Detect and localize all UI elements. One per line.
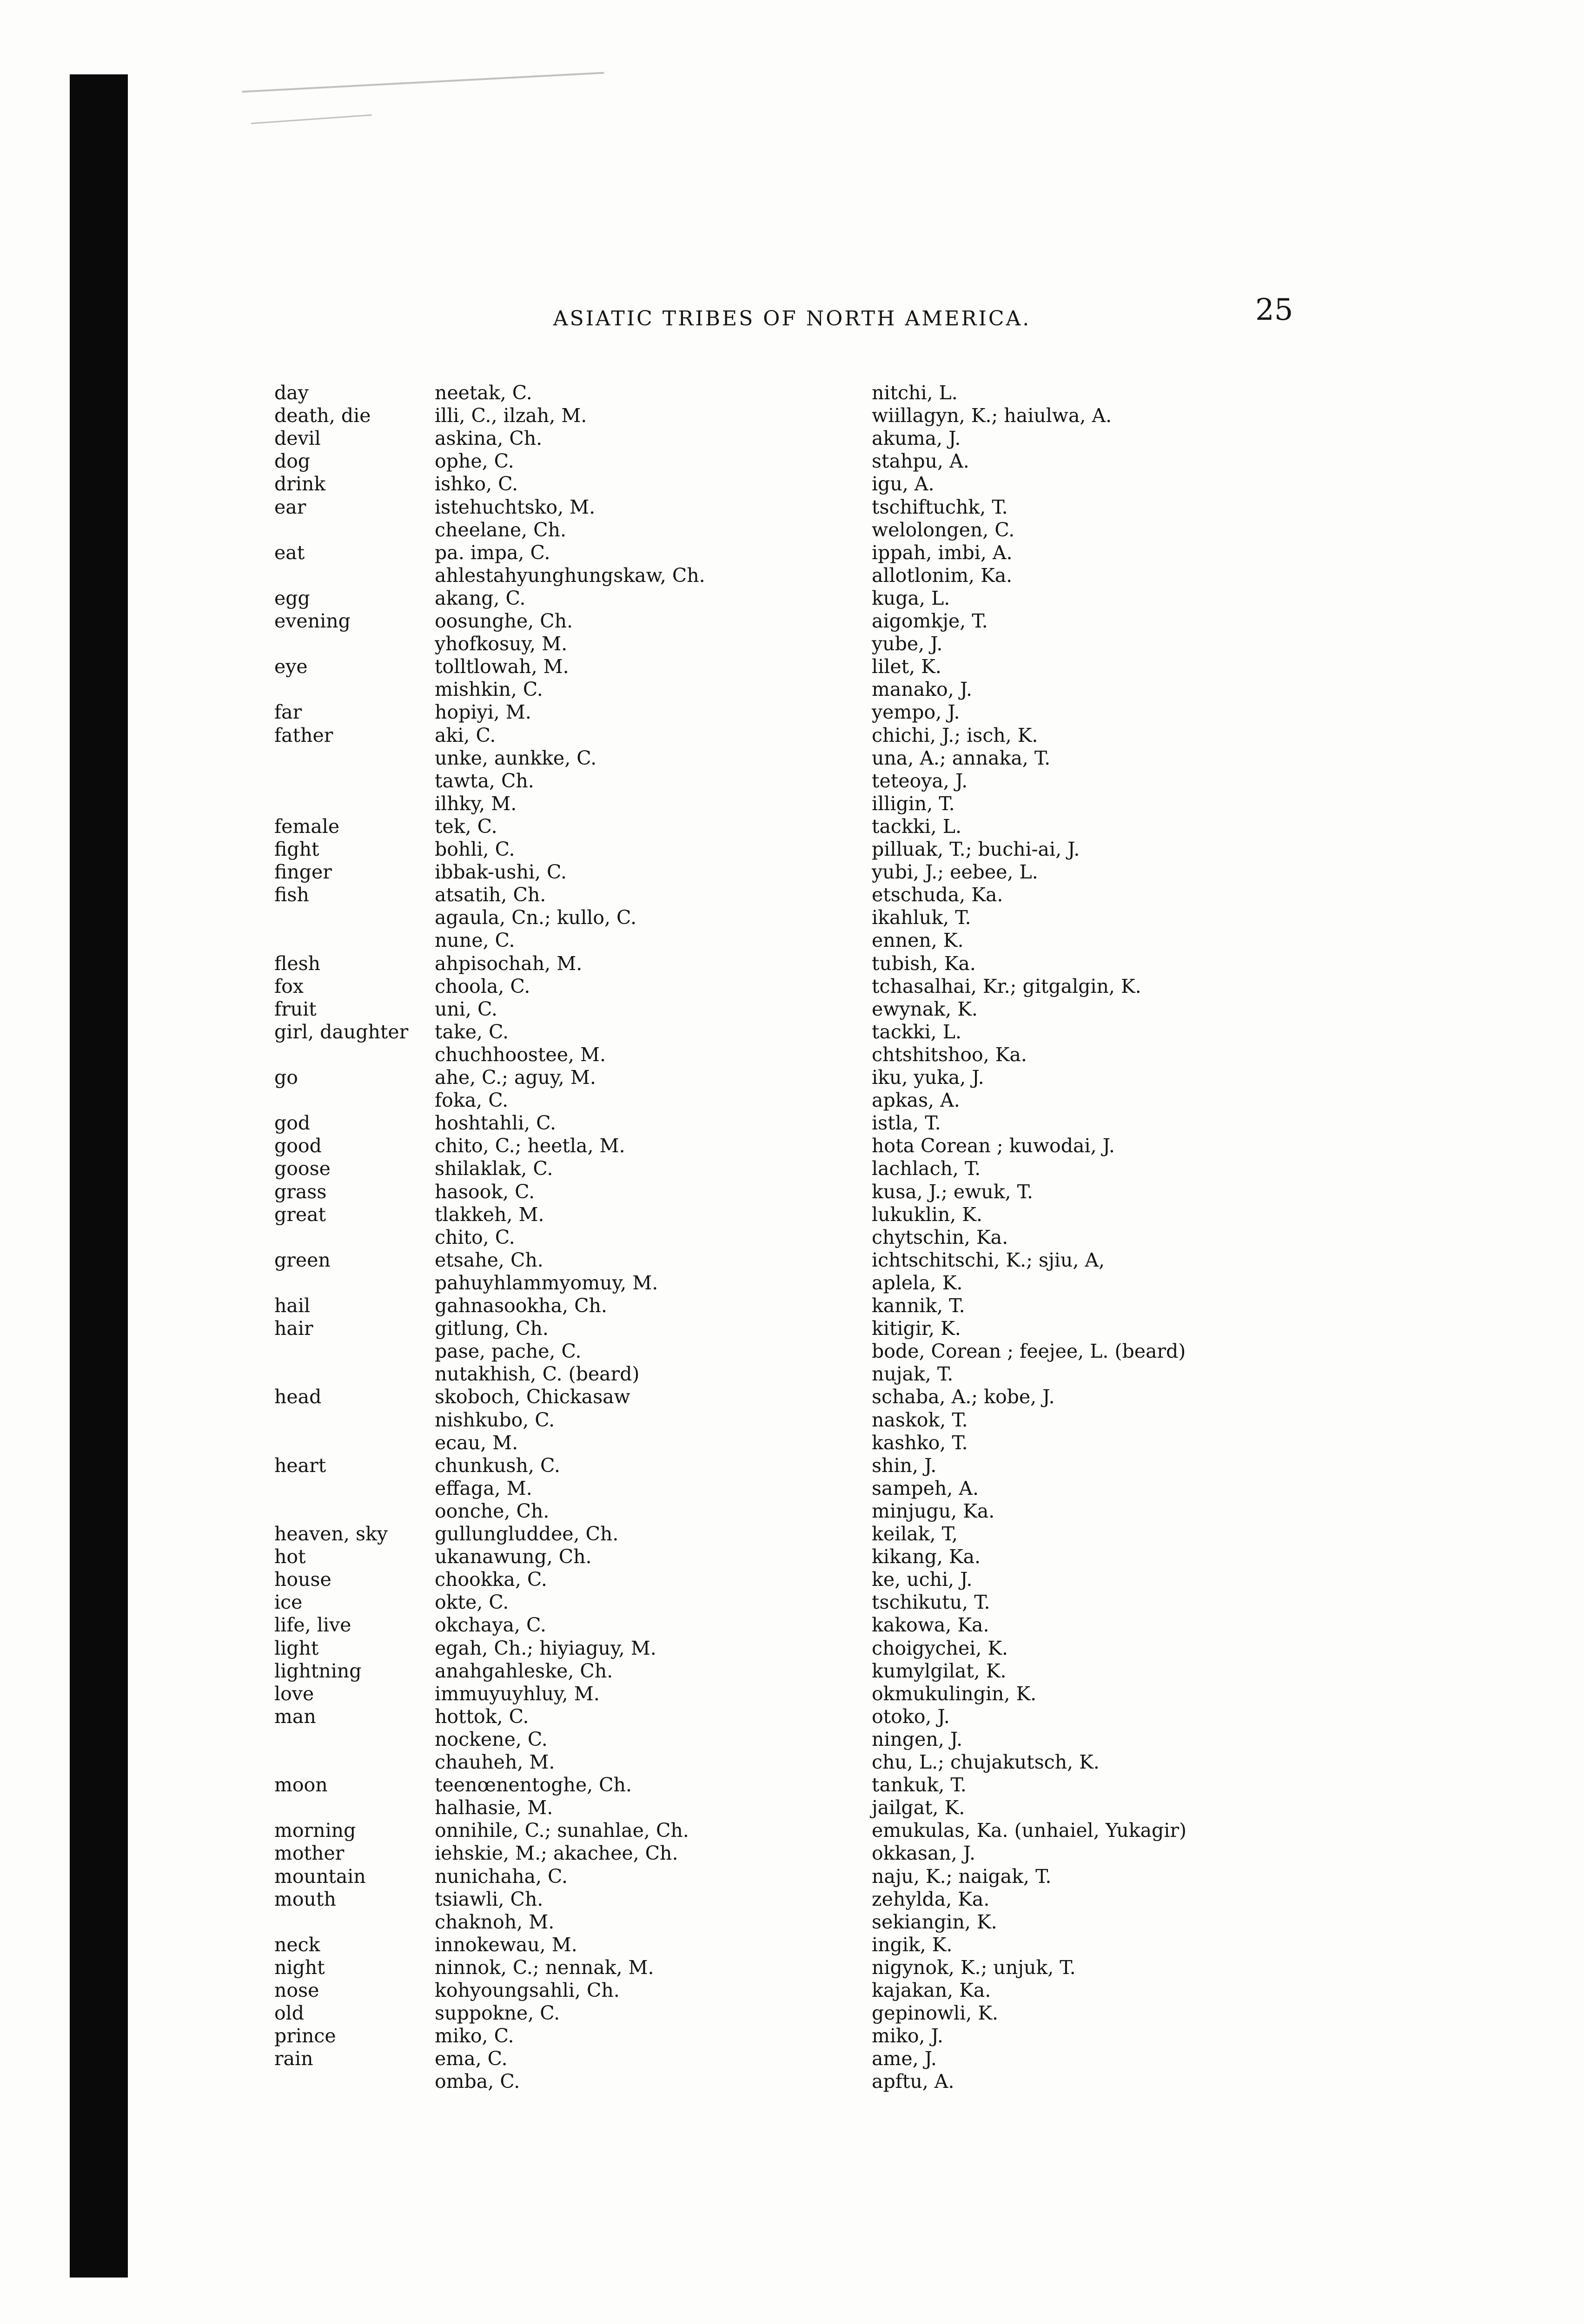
native-american-words: ilhky, M. (435, 792, 517, 815)
native-american-words: mishkin, C. (435, 678, 543, 701)
native-american-words: ecau, M. (435, 1431, 518, 1454)
english-word: green (274, 1248, 331, 1271)
native-american-words: aki, C. (435, 724, 496, 746)
native-american-words: anahgahleske, Ch. (435, 1659, 613, 1682)
asiatic-words: zehylda, Ka. (872, 1888, 990, 1910)
native-american-words: gullungluddee, Ch. (435, 1523, 619, 1545)
native-american-words: chookka, C. (435, 1568, 547, 1591)
native-american-words: hoshtahli, C. (435, 1112, 557, 1135)
glossary-row (0, 1043, 1584, 1066)
english-word: great (274, 1203, 326, 1226)
asiatic-words: aigomkje, T. (872, 610, 988, 632)
glossary-row (0, 1408, 1584, 1432)
asiatic-words: hota Corean ; kuwodai, J. (872, 1135, 1115, 1157)
english-word: heaven, sky (274, 1523, 388, 1545)
glossary-row (0, 1888, 1584, 1911)
asiatic-words: naju, K.; naigak, T. (872, 1865, 1052, 1888)
native-american-words: omba, C. (435, 2070, 520, 2093)
native-american-words: shilaklak, C. (435, 1157, 553, 1180)
asiatic-words: yube, J. (872, 633, 943, 655)
native-american-words: agaula, Cn.; kullo, C. (435, 906, 636, 929)
english-word: far (274, 701, 302, 724)
glossary-row (0, 1842, 1584, 1865)
english-word: man (274, 1705, 316, 1728)
asiatic-words: ningen, J. (872, 1728, 963, 1750)
asiatic-words: ikahluk, T. (872, 906, 971, 929)
glossary-row (0, 2070, 1584, 2093)
glossary-row (0, 1637, 1584, 1660)
native-american-words: ibbak-ushi, C. (435, 861, 567, 884)
english-word: drink (274, 473, 326, 495)
english-word: female (274, 815, 340, 838)
english-word: mountain (274, 1865, 366, 1888)
native-american-words: uni, C. (435, 997, 497, 1020)
asiatic-words: stahpu, A. (872, 450, 969, 473)
asiatic-words: kuga, L. (872, 587, 950, 609)
asiatic-words: keilak, T, (872, 1523, 958, 1545)
glossary-row (0, 1682, 1584, 1705)
native-american-words: nishkubo, C. (435, 1408, 555, 1431)
english-word: fish (274, 884, 309, 906)
english-word: mouth (274, 1888, 336, 1910)
glossary-row (0, 838, 1584, 861)
glossary-row (0, 1248, 1584, 1272)
native-american-words: neetak, C. (435, 382, 532, 404)
native-american-words: illi, C., ilzah, M. (435, 404, 587, 427)
native-american-words: oosunghe, Ch. (435, 610, 573, 632)
asiatic-words: chu, L.; chujakutsch, K. (872, 1751, 1100, 1773)
native-american-words: gitlung, Ch. (435, 1317, 549, 1340)
english-word: hair (274, 1317, 313, 1340)
glossary-row (0, 1203, 1584, 1226)
native-american-words: iehskie, M.; akachee, Ch. (435, 1842, 678, 1865)
native-american-words: chito, C.; heetla, M. (435, 1135, 625, 1157)
asiatic-words: bode, Corean ; feejee, L. (beard) (872, 1340, 1186, 1363)
native-american-words: take, C. (435, 1020, 509, 1043)
asiatic-words: kikang, Ka. (872, 1545, 981, 1568)
asiatic-words: lukuklin, K. (872, 1203, 982, 1226)
english-word: devil (274, 427, 321, 450)
asiatic-words: kitigir, K. (872, 1317, 961, 1340)
glossary-row (0, 1773, 1584, 1796)
glossary-row (0, 564, 1584, 587)
native-american-words: ishko, C. (435, 473, 518, 495)
native-american-words: ninnok, C.; nennak, M. (435, 1956, 654, 1979)
asiatic-words: choigychei, K. (872, 1637, 1008, 1659)
glossary-row (0, 1180, 1584, 1203)
asiatic-words: kusa, J.; ewuk, T. (872, 1180, 1033, 1203)
glossary-row (0, 518, 1584, 541)
asiatic-words: teteoya, J. (872, 769, 968, 792)
glossary-row (0, 1226, 1584, 1249)
english-word: life, live (274, 1614, 351, 1637)
english-word: eat (274, 541, 305, 564)
glossary-row (0, 472, 1584, 495)
asiatic-words: ingik, K. (872, 1933, 953, 1956)
glossary-row (0, 792, 1584, 815)
native-american-words: okchaya, C. (435, 1614, 546, 1637)
glossary-row (0, 1568, 1584, 1591)
native-american-words: nutakhish, C. (beard) (435, 1363, 640, 1386)
native-american-words: unke, aunkke, C. (435, 746, 597, 769)
glossary-row (0, 1956, 1584, 1979)
english-word: day (274, 382, 309, 404)
asiatic-words: nigynok, K.; unjuk, T. (872, 1956, 1076, 1979)
glossary-row (0, 1659, 1584, 1683)
english-word: father (274, 724, 333, 746)
english-word: god (274, 1112, 311, 1135)
asiatic-words: apftu, A. (872, 2070, 954, 2093)
asiatic-words: apkas, A. (872, 1089, 960, 1112)
glossary-row (0, 1294, 1584, 1317)
asiatic-words: kashko, T. (872, 1431, 968, 1454)
asiatic-words: tschiftuchk, T. (872, 495, 1008, 518)
asiatic-words: chichi, J.; isch, K. (872, 724, 1038, 746)
asiatic-words: okmukulingin, K. (872, 1682, 1037, 1705)
english-word: goose (274, 1157, 331, 1180)
asiatic-words: una, A.; annaka, T. (872, 746, 1051, 769)
asiatic-words: lilet, K. (872, 655, 941, 678)
asiatic-words: welolongen, C. (872, 518, 1015, 541)
glossary-row (0, 1066, 1584, 1089)
native-american-words: pahuyhlammyomuy, M. (435, 1271, 658, 1294)
english-word: prince (274, 2025, 336, 2047)
page-number: 25 (1255, 293, 1293, 327)
english-word: moon (274, 1774, 328, 1796)
english-word: rain (274, 2047, 313, 2070)
asiatic-words: ke, uchi, J. (872, 1568, 973, 1591)
asiatic-words: shin, J. (872, 1454, 937, 1477)
glossary-row (0, 975, 1584, 998)
glossary-row (0, 1431, 1584, 1454)
native-american-words: chito, C. (435, 1226, 515, 1248)
english-word: house (274, 1568, 331, 1591)
glossary-row (0, 769, 1584, 792)
glossary-row (0, 1910, 1584, 1934)
glossary-row (0, 1385, 1584, 1408)
asiatic-words: lachlach, T. (872, 1157, 981, 1180)
glossary-row (0, 541, 1584, 564)
english-word: fight (274, 838, 319, 860)
glossary-row (0, 404, 1584, 427)
asiatic-words: ame, J. (872, 2047, 937, 2070)
english-word: heart (274, 1454, 326, 1477)
glossary-row (0, 1454, 1584, 1477)
asiatic-words: ennen, K. (872, 929, 964, 952)
glossary-row (0, 883, 1584, 906)
native-american-words: hopiyi, M. (435, 701, 531, 724)
native-american-words: tek, C. (435, 815, 497, 838)
english-word: hail (274, 1294, 311, 1317)
glossary-row (0, 724, 1584, 747)
asiatic-words: kannik, T. (872, 1294, 965, 1317)
asiatic-words: naskok, T. (872, 1408, 968, 1431)
english-word: mother (274, 1842, 345, 1865)
asiatic-words: tchasalhai, Kr.; gitgalgin, K. (872, 975, 1141, 997)
english-word: fox (274, 975, 304, 997)
asiatic-words: chtshitshoo, Ka. (872, 1043, 1027, 1066)
native-american-words: yhofkosuy, M. (435, 633, 568, 655)
native-american-words: choola, C. (435, 975, 530, 997)
native-american-words: onnihile, C.; sunahlae, Ch. (435, 1819, 689, 1842)
asiatic-words: igu, A. (872, 473, 934, 495)
glossary-row (0, 997, 1584, 1021)
glossary-row (0, 1865, 1584, 1888)
native-american-words: tolltlowah, M. (435, 655, 569, 678)
native-american-words: nunichaha, C. (435, 1865, 568, 1888)
native-american-words: cheelane, Ch. (435, 518, 566, 541)
english-word: eye (274, 655, 308, 678)
glossary-row (0, 1317, 1584, 1340)
native-american-words: chunkush, C. (435, 1454, 560, 1477)
native-american-words: nockene, C. (435, 1728, 548, 1750)
glossary-row (0, 1522, 1584, 1545)
english-word: light (274, 1637, 319, 1659)
native-american-words: akang, C. (435, 587, 526, 609)
native-american-words: tsiawli, Ch. (435, 1888, 543, 1910)
asiatic-words: ippah, imbi, A. (872, 541, 1013, 564)
asiatic-words: aplela, K. (872, 1271, 963, 1294)
native-american-words: ahpisochah, M. (435, 952, 583, 975)
ink-smudge (251, 114, 372, 124)
native-american-words: hottok, C. (435, 1705, 529, 1728)
glossary-row (0, 1499, 1584, 1523)
asiatic-words: yubi, J.; eebee, L. (872, 861, 1038, 884)
native-american-words: innokewau, M. (435, 1933, 577, 1956)
native-american-words: teenœnentoghe, Ch. (435, 1774, 632, 1796)
asiatic-words: ewynak, K. (872, 997, 978, 1020)
glossary-row (0, 1613, 1584, 1637)
english-word: night (274, 1956, 325, 1979)
glossary-row (0, 1477, 1584, 1500)
native-american-words: skoboch, Chickasaw (435, 1386, 630, 1408)
asiatic-words: kumylgilat, K. (872, 1659, 1007, 1682)
glossary-row (0, 1728, 1584, 1751)
glossary-row (0, 815, 1584, 838)
native-american-words: suppokne, C. (435, 2002, 560, 2025)
english-word: ear (274, 495, 306, 518)
english-word: good (274, 1135, 322, 1157)
asiatic-words: yempo, J. (872, 701, 960, 724)
ink-smudge (242, 72, 604, 93)
english-word: love (274, 1682, 314, 1705)
native-american-words: pa. impa, C. (435, 541, 550, 564)
native-american-words: ahlestahyunghungskaw, Ch. (435, 564, 705, 587)
asiatic-words: ichtschitschi, K.; sjiu, A, (872, 1248, 1105, 1271)
asiatic-words: nujak, T. (872, 1363, 954, 1386)
asiatic-words: nitchi, L. (872, 382, 958, 404)
asiatic-words: jailgat, K. (872, 1796, 965, 1819)
asiatic-words: istla, T. (872, 1112, 941, 1135)
english-word: fruit (274, 997, 317, 1020)
native-american-words: kohyoungsahli, Ch. (435, 1979, 620, 2001)
english-word: go (274, 1066, 298, 1089)
native-american-words: gahnasookha, Ch. (435, 1294, 607, 1317)
english-word: morning (274, 1819, 356, 1842)
english-word: dog (274, 450, 311, 473)
native-american-words: miko, C. (435, 2025, 514, 2047)
english-word: hot (274, 1545, 306, 1568)
native-american-words: egah, Ch.; hiyiaguy, M. (435, 1637, 656, 1659)
native-american-words: ahe, C.; aguy, M. (435, 1066, 596, 1089)
native-american-words: ukanawung, Ch. (435, 1545, 592, 1568)
english-word: old (274, 2002, 305, 2025)
native-american-words: foka, C. (435, 1089, 509, 1112)
asiatic-words: sekiangin, K. (872, 1910, 997, 1933)
glossary-row (0, 2024, 1584, 2047)
english-word: lightning (274, 1659, 362, 1682)
english-word: grass (274, 1180, 327, 1203)
native-american-words: askina, Ch. (435, 427, 543, 450)
native-american-words: halhasie, M. (435, 1796, 553, 1819)
native-american-words: etsahe, Ch. (435, 1248, 543, 1271)
native-american-words: ema, C. (435, 2047, 508, 2070)
glossary-row (0, 655, 1584, 678)
native-american-words: chuchhoostee, M. (435, 1043, 606, 1066)
glossary-row (0, 1089, 1584, 1112)
native-american-words: tawta, Ch. (435, 769, 534, 792)
glossary-row (0, 1340, 1584, 1363)
asiatic-words: tankuk, T. (872, 1774, 967, 1796)
native-american-words: immuyuyhluy, M. (435, 1682, 600, 1705)
asiatic-words: illigin, T. (872, 792, 955, 815)
asiatic-words: iku, yuka, J. (872, 1066, 984, 1089)
native-american-words: oonche, Ch. (435, 1499, 550, 1522)
asiatic-words: manako, J. (872, 678, 973, 701)
english-word: egg (274, 587, 310, 609)
native-american-words: chaknoh, M. (435, 1910, 555, 1933)
glossary-row (0, 495, 1584, 519)
asiatic-words: gepinowli, K. (872, 2002, 999, 2025)
asiatic-words: emukulas, Ka. (unhaiel, Yukagir) (872, 1819, 1186, 1842)
english-word: neck (274, 1933, 320, 1956)
asiatic-words: kakowa, Ka. (872, 1614, 989, 1637)
glossary-row (0, 1111, 1584, 1135)
english-word: finger (274, 861, 332, 884)
native-american-words: effaga, M. (435, 1477, 532, 1499)
native-american-words: nune, C. (435, 929, 515, 952)
glossary-row (0, 929, 1584, 952)
asiatic-words: miko, J. (872, 2025, 943, 2047)
asiatic-words: otoko, J. (872, 1705, 950, 1728)
glossary-row (0, 1819, 1584, 1842)
glossary-row (0, 427, 1584, 450)
glossary-row (0, 678, 1584, 701)
glossary-row (0, 632, 1584, 655)
english-word: flesh (274, 952, 321, 975)
glossary-row (0, 2001, 1584, 2025)
glossary-row (0, 1362, 1584, 1386)
glossary-row (0, 449, 1584, 473)
glossary-row (0, 1134, 1584, 1157)
english-word: head (274, 1386, 322, 1408)
native-american-words: atsatih, Ch. (435, 884, 546, 906)
asiatic-words: chytschin, Ka. (872, 1226, 1008, 1248)
asiatic-words: tschikutu, T. (872, 1591, 990, 1614)
native-american-words: ophe, C. (435, 450, 514, 473)
asiatic-words: okkasan, J. (872, 1842, 976, 1865)
asiatic-words: akuma, J. (872, 427, 961, 450)
glossary-row (0, 1591, 1584, 1614)
glossary-row (0, 906, 1584, 929)
glossary-row (0, 700, 1584, 724)
english-word: ice (274, 1591, 303, 1614)
asiatic-words: allotlonim, Ka. (872, 564, 1013, 587)
asiatic-words: wiillagyn, K.; haiulwa, A. (872, 404, 1112, 427)
english-word: girl, daughter (274, 1020, 409, 1043)
english-word: death, die (274, 404, 371, 427)
glossary-row (0, 1157, 1584, 1180)
glossary-row (0, 1271, 1584, 1294)
native-american-words: okte, C. (435, 1591, 509, 1614)
asiatic-words: tackki, L. (872, 815, 962, 838)
asiatic-words: schaba, A.; kobe, J. (872, 1386, 1055, 1408)
english-word: nose (274, 1979, 319, 2001)
glossary-row (0, 1545, 1584, 1568)
native-american-words: chauheh, M. (435, 1751, 555, 1773)
glossary-row (0, 1705, 1584, 1728)
glossary-row (0, 860, 1584, 884)
asiatic-words: tackki, L. (872, 1020, 962, 1043)
native-american-words: istehuchtsko, M. (435, 495, 596, 518)
english-word: evening (274, 610, 351, 632)
native-american-words: hasook, C. (435, 1180, 535, 1203)
native-american-words: pase, pache, C. (435, 1340, 582, 1363)
glossary-row (0, 1020, 1584, 1043)
asiatic-words: kajakan, Ka. (872, 1979, 991, 2001)
native-american-words: tlakkeh, M. (435, 1203, 544, 1226)
asiatic-words: etschuda, Ka. (872, 884, 1003, 906)
asiatic-words: minjugu, Ka. (872, 1499, 995, 1522)
glossary-row (0, 1750, 1584, 1774)
glossary-row (0, 1933, 1584, 1956)
page-header-title: ASIATIC TRIBES OF NORTH AMERICA. (553, 307, 1031, 330)
glossary-row (0, 1979, 1584, 2002)
native-american-words: bohli, C. (435, 838, 515, 860)
glossary-row (0, 381, 1584, 404)
glossary-row (0, 587, 1584, 610)
glossary-row (0, 746, 1584, 770)
asiatic-words: pilluak, T.; buchi-ai, J. (872, 838, 1080, 860)
glossary-row (0, 1796, 1584, 1819)
glossary-row (0, 952, 1584, 975)
asiatic-words: tubish, Ka. (872, 952, 976, 975)
glossary-row (0, 609, 1584, 633)
glossary-row (0, 2047, 1584, 2070)
asiatic-words: sampeh, A. (872, 1477, 979, 1499)
